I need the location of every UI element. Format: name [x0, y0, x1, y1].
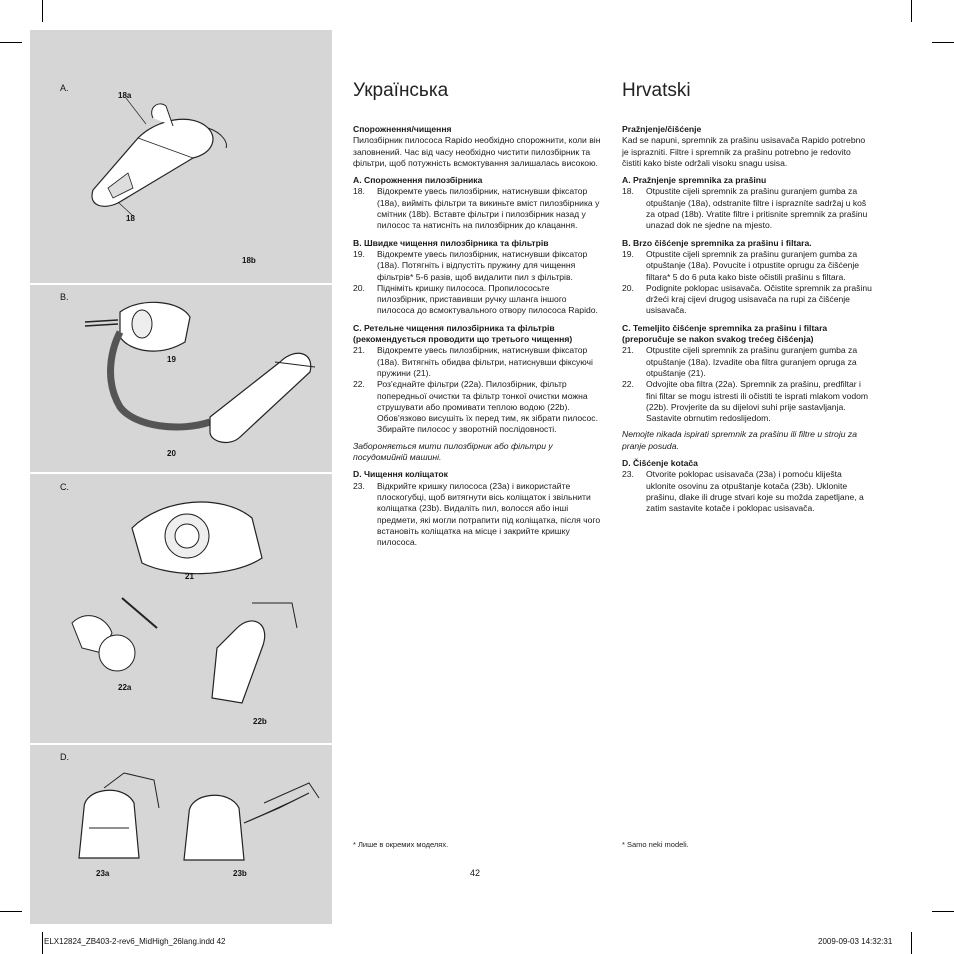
hr-section-a: A. Pražnjenje spremnika za prašinu [622, 175, 767, 186]
list-item: 22. Odvojite oba filtra (22a). Spremnik za prašinu, predfiltar i fini filtar se mogu istresti ili očistiti te isprati mlakom vodom (22b). Provjerite da su dijelovi suhi prije sastavljanja. [622, 379, 869, 412]
uk-footnote: * Лише в окремих моделях. [353, 840, 449, 849]
callout-22a: 22a [118, 683, 132, 692]
list-item: 19. Otpustite cijeli spremnik za prašinu guranjem gumba za otpuštanje (18a). Povucite i otpustite oprugu za čišćenje filtara* 5 do 6 puta kako biste očistili prašinu s filtara. [622, 248, 860, 282]
list-item: 20. Podignite poklopac usisavača. Očistite spremnik za prašinu držeći kraj cijevi drugog usisavača na rupi za čišćenje usisavača. [622, 282, 872, 316]
slug-timestamp: 2009-09-03 14:32:31 [818, 937, 893, 946]
section-label-d: D. [60, 752, 69, 762]
section-label-a: A. [60, 83, 69, 93]
hr-heading: Pražnjenje/čišćenje [622, 124, 702, 134]
uk-section-c: C. Ретельне чищення пилозбірника та фільтрів (рекомендується проводити що третього чищення) [353, 322, 573, 345]
page-number: 42 [470, 868, 481, 878]
section-label-c: C. [60, 482, 69, 492]
list-item: 22. Роз'єднайте фільтри (22a). Пилозбірник, фільтр попередньої очистки та фільтр тонкої очистки можна струшувати або промивати теплою водою (22b). Обов'язково висушіть їх перед тим, як зібрати пилосос. [353, 379, 598, 424]
crop-mark [0, 42, 22, 43]
callout-21: 21 [185, 572, 194, 581]
filter-clean-illustration [80, 292, 325, 452]
uk-section-a: A. Спорожнення пилозбірника [353, 175, 483, 186]
crop-mark [42, 932, 43, 954]
uk-section-b: B. Швидке чищення пилозбірника та фільтрів [353, 237, 549, 248]
callout-23b: 23b [233, 869, 247, 878]
callout-18a: 18a [118, 91, 132, 100]
crop-mark [932, 911, 954, 912]
hr-section-d: D. Čišćenje kotača [622, 458, 698, 469]
vacuum-release-illustration [78, 98, 228, 218]
panel-divider [30, 472, 332, 474]
filter-separate-illustration [62, 488, 312, 723]
callout-18b: 18b [242, 256, 256, 265]
slug-filename: ELX12824_ZB403-2-rev6_MidHigh_26lang.indd 42 [44, 937, 226, 946]
list-item: 23. Відкрийте кришку пилососа (23a) і використайте плоскогубці, щоб витягнути вісь коліщаток і звільнити коліщатка (23b). Видаліть пил, волосся або інші предмети, які могли потрапити під коліщатка, після чого встановіть коліщатка на місце і закрийте кришку пилососа. [353, 480, 601, 548]
callout-18: 18 [126, 214, 135, 223]
list-item: 20. Підніміть кришку пилососа. Пропилососьте пилозбірник, приставивши ручку шланга іншого пилососа до всмоктувального отвору пилососа Rapido. [353, 282, 598, 316]
uk-section-d: D. Чищення коліщаток [353, 469, 448, 480]
list-item: 21. Відокремте увесь пилозбірник, натиснувши фіксатор (18a). Витягніть обидва фільтри, натиснувши фіксуючі пружини (21). [353, 345, 593, 378]
crop-mark [0, 911, 22, 912]
ukrainian-title: Українська [353, 80, 449, 101]
list-item: 18. Відокремте увесь пилозбірник, натиснувши фіксатор (18a), вийміть фільтри та викиньте вміст пилозбірника у смітник (18b). Вставте фільтри і пилозбірник назад у пилосос та натисніть на пилозбірник до клацання. [353, 186, 600, 231]
hr-intro: Kad se napuni, spremnik za prašinu usisavača Rapido potrebno je isprazniti. Filtre i spremnik za prašinu potrebno je redovito čistiti kako biste održali visoku snagu usisa. [622, 135, 866, 168]
hr-footnote: * Samo neki modeli. [622, 840, 689, 849]
hr-section-c: C. Temeljito čišćenje spremnika za prašinu i filtara (preporučuje se nakon svakog trećeg čišćenja) [622, 322, 828, 345]
uk-heading: Спорожнення/чищення [353, 124, 452, 134]
wheel-clean-illustration [64, 768, 324, 868]
list-item: 21. Otpustite cijeli spremnik za prašinu guranjem gumba za otpuštanje (18a). Izvadite oba filtra guranjem opruga za otpuštanje (21). [622, 345, 858, 378]
list-item: Sastavite obrnutim redoslijedom. [646, 413, 771, 424]
hr-section-b: B. Brzo čišćenje spremnika za prašinu i filtara. [622, 237, 812, 248]
panel-divider [30, 743, 332, 745]
callout-19: 19 [167, 355, 176, 364]
list-item: 19. Відокремте увесь пилозбірник, натиснувши фіксатор (18a). Потягніть і відпустіть пружину для чищення фільтрів* 5-6 разів, щоб видалити пил з фільтрів. [353, 248, 588, 282]
panel-divider [30, 283, 332, 285]
ukrainian-column [353, 124, 601, 548]
list-item: Збирайте пилосос у зворотній послідовності. [377, 424, 557, 435]
callout-22b: 22b [253, 717, 267, 726]
crop-mark [932, 42, 954, 43]
crop-mark [911, 0, 912, 22]
uk-warning: Забороняється мити пилозбірник або фільтри у посудомийній машині. [353, 440, 553, 463]
crop-mark [42, 0, 43, 22]
callout-23a: 23a [96, 869, 110, 878]
croatian-column [622, 124, 872, 515]
uk-intro: Пилозбірник пилососа Rapido необхідно спорожнити, коли він заповнений. Час від часу необхідно чистити пилозбірник та фільтри, щоб потужність всмоктування залишалась високою. [353, 135, 601, 168]
hr-warning: Nemojte nikada ispirati spremnik za prašinu ili filtre u stroju za pranje posuda. [622, 429, 857, 451]
list-item: 23. Otvorite poklopac usisavača (23a) i pomoću kliješta uklonite osovinu za otpuštanje kotača (23b). Uklonite prašinu, dlake ili druge stvari koje su možda zapetljane, a zatim sastavite kotače i poklopac usisavača. [622, 469, 864, 514]
croatian-title: Hrvatski [622, 80, 691, 101]
section-label-b: B. [60, 292, 69, 302]
list-item: 18. Otpustite cijeli spremnik za prašinu guranjem gumba za otpuštanje (18a), odstranite filtre i isprazníte sadržaj u koš za otpad (18b). Vratite filtre i pritisnite spremnik za prašinu unazad dok ne sjedne na mjesto. [622, 186, 868, 231]
crop-mark [911, 932, 912, 954]
callout-20: 20 [167, 449, 176, 458]
